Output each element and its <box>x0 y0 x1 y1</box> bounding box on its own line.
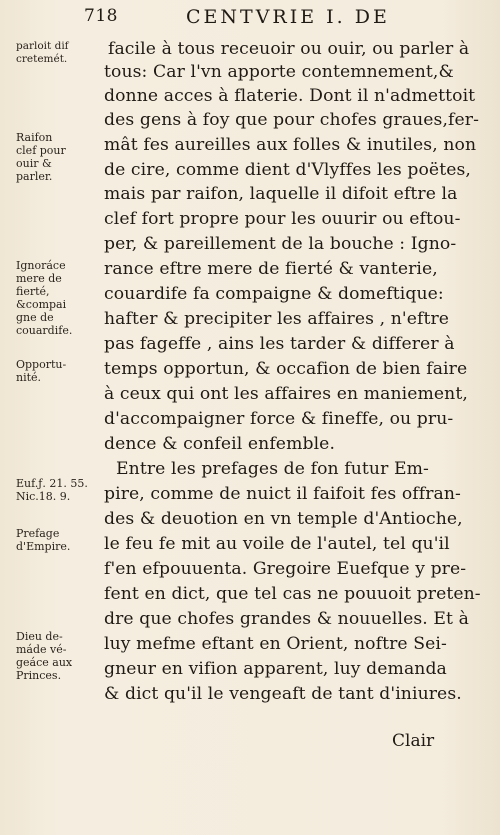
text-line: hafter & precipiter les affaires , n'eftre <box>104 309 450 329</box>
margin-note: Ignoráce mere de fierté, &compai gne de couardife. <box>16 259 73 337</box>
margin-note: Prefage d'Empire. <box>16 527 71 553</box>
text-line: des & deuotion en vn temple d'Antioche, <box>104 509 463 529</box>
text-line: à ceux qui ont les affaires en maniement, <box>104 384 468 404</box>
margin-note: Euf.ƒ. 21. 55. Nic.18. 9. <box>16 477 88 503</box>
margin-note: Raifon clef pour ouir & parler. <box>16 131 66 183</box>
page-number: 718 <box>84 6 118 26</box>
text-line: dre que chofes grandes & nouuelles. Et à <box>104 609 469 629</box>
text-line: pas fageffe , ains les tarder & differer à <box>104 334 455 354</box>
text-line: fent en dict, que tel cas ne pouuoit preten- <box>104 584 481 604</box>
text-line: mât fes aureilles aux folles & inutiles, non <box>104 135 477 155</box>
running-title: CENTVRIE I. DE <box>186 6 390 28</box>
text-line: luy mefme eftant en Orient, noftre Sei- <box>104 634 447 654</box>
text-line: Entre les prefages de fon futur Em- <box>116 459 429 479</box>
margin-note: Dieu de- máde vé- geáce aux Princes. <box>16 630 73 682</box>
text-line: f'en efpouuenta. Gregoire Euefque y pre- <box>104 559 467 579</box>
text-line: dence & confeil enfemble. <box>104 434 336 454</box>
page-header <box>16 6 476 32</box>
margin-note: Opportu- nité. <box>16 358 67 384</box>
text-line: rance eftre mere de fierté & vanterie, <box>104 259 438 279</box>
text-line: per, & pareillement de la bouche : Igno- <box>104 234 457 254</box>
catchword: Clair <box>392 731 435 751</box>
text-line: gneur en vifion apparent, luy demanda <box>104 659 447 679</box>
margin-note: parloit dif cretemét. <box>16 40 69 65</box>
text-line: pire, comme de nuict il faifoit fes offran- <box>104 484 461 504</box>
text-line: & dict qu'il le vengeaft de tant d'iniures. <box>104 684 462 704</box>
text-line: temps opportun, & occafion de bien faire <box>104 359 468 379</box>
text-line: le feu fe mit au voile de l'autel, tel qu'il <box>104 534 450 554</box>
text-line: donne acces à flaterie. Dont il n'admettoit <box>104 86 476 106</box>
text-line: de cire, comme dient d'Vlyffes les poëtes, <box>104 160 471 180</box>
text-line: d'accompaigner force & fineffe, ou pru- <box>104 409 454 429</box>
text-line: tous: Car l'vn apporte contemnement,& <box>104 62 454 82</box>
text-line: facile à tous receuoir ou ouir, ou parler à <box>108 39 470 59</box>
text-line: clef fort propre pour les ouurir ou eftou- <box>104 209 461 229</box>
text-line: couardife fa compaigne & domeftique: <box>104 284 444 304</box>
text-line: mais par raifon, laquelle il difoit eftre la <box>104 184 458 204</box>
text-line: des gens à foy que pour chofes graues,fer- <box>104 110 479 130</box>
